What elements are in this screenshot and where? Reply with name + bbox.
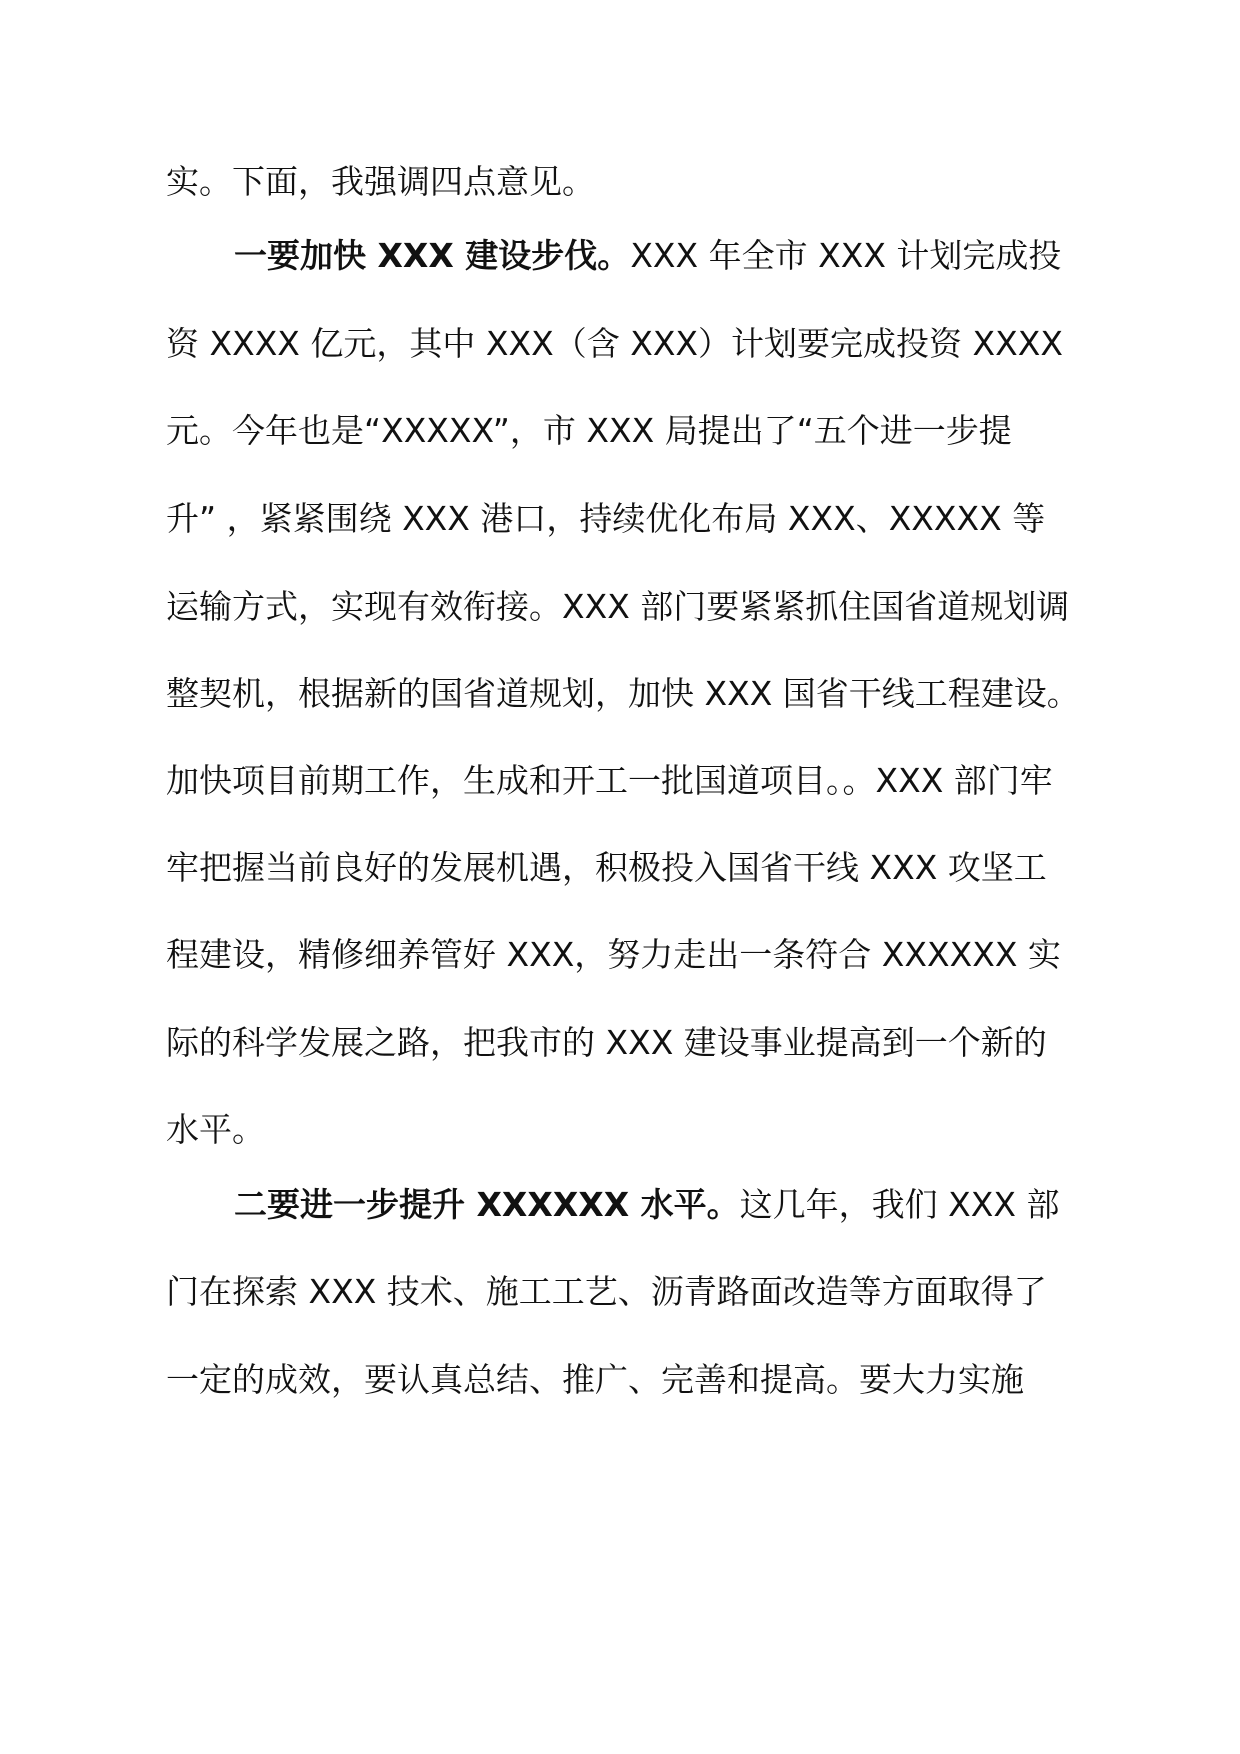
text-line — [166, 1021, 1096, 1065]
text-line — [166, 409, 1096, 453]
line-text: 元。今年也是“XXXXX”，市 XXX 局提出了“五个进一步提 — [166, 411, 1012, 450]
text-line — [166, 585, 1096, 629]
text-line — [166, 846, 1096, 890]
line-text: 加快项目前期工作，生成和开工一批国道项目。。XXX 部门牢 — [166, 761, 1053, 800]
line-text: 升” ，紧紧围绕 XXX 港口，持续优化布局 XXX、XXXXX 等 — [166, 499, 1046, 538]
paragraph-first-line — [234, 1183, 1096, 1227]
line-text: 实。下面，我强调四点意见。 — [166, 162, 595, 201]
line-text: 资 XXXX 亿元，其中 XXX（含 XXX）计划要完成投资 XXXX — [166, 324, 1063, 363]
line-text: 际的科学发展之路，把我市的 XXX 建设事业提高到一个新的 — [166, 1023, 1047, 1062]
text-line — [166, 672, 1096, 716]
paragraph-heading: 二要进一步提升 XXXXXX 水平。 — [234, 1185, 740, 1224]
text-line — [166, 322, 1096, 366]
line-text: XXX 年全市 XXX 计划完成投 — [630, 236, 1062, 275]
paragraph-first-line — [234, 234, 1096, 278]
line-text: 水平。 — [166, 1110, 265, 1149]
text-line — [166, 160, 1096, 204]
line-text: 程建设，精修细养管好 XXX，努力走出一条符合 XXXXXX 实 — [166, 935, 1061, 974]
paragraph-heading: 一要加快 XXX 建设步伐。 — [234, 236, 631, 275]
text-line — [166, 497, 1096, 541]
text-line — [166, 1270, 1096, 1314]
text-line — [166, 759, 1096, 803]
text-line — [166, 933, 1096, 977]
line-text: 这几年，我们 XXX 部 — [739, 1185, 1060, 1224]
line-text: 整契机，根据新的国省道规划，加快 XXX 国省干线工程建设。 — [166, 674, 1080, 713]
line-text: 门在探索 XXX 技术、施工工艺、沥青路面改造等方面取得了 — [166, 1272, 1047, 1311]
text-line — [166, 1108, 1096, 1152]
line-text: 牢把握当前良好的发展机遇，积极投入国省干线 XXX 攻坚工 — [166, 848, 1047, 887]
text-line — [166, 1358, 1096, 1402]
line-text: 运输方式，实现有效衔接。XXX 部门要紧紧抓住国省道规划调 — [166, 587, 1070, 626]
line-text: 一定的成效，要认真总结、推广、完善和提高。要大力实施 — [166, 1360, 1024, 1399]
